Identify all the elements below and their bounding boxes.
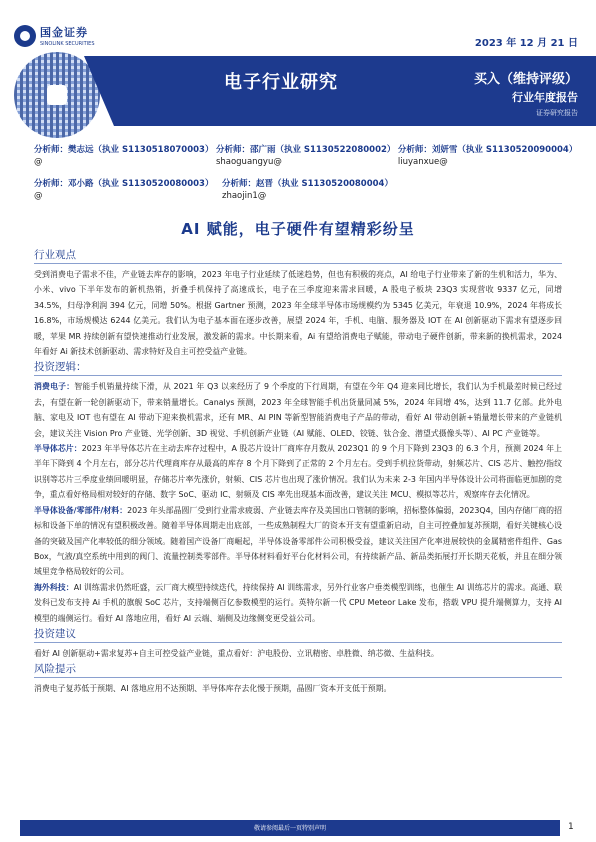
analyst-entry bbox=[222, 178, 410, 202]
logic-equipment-paragraph bbox=[34, 503, 562, 580]
logic-consumer-paragraph bbox=[34, 379, 562, 441]
logic-overseas-paragraph bbox=[34, 580, 562, 626]
brand-name: 国金证券 bbox=[40, 26, 88, 39]
brand-logo bbox=[14, 24, 95, 47]
section-heading-logic: 投资逻辑： bbox=[34, 359, 562, 376]
report-title: 电子行业研究 bbox=[224, 72, 338, 93]
section-heading-risk: 风险提示 bbox=[34, 661, 562, 678]
analyst-list bbox=[34, 144, 578, 212]
logic-chip-paragraph bbox=[34, 441, 562, 503]
analyst-email[interactable]: @ bbox=[34, 157, 43, 167]
analyst-name: 分析师：邵广雨（执业 S1130522080002） bbox=[215, 145, 396, 155]
analyst-name: 分析师：赵晋（执业 S1130520080004） bbox=[222, 179, 393, 189]
report-body bbox=[34, 247, 562, 697]
brand-mark-icon bbox=[14, 25, 36, 47]
equipment-text: 2023 年头部晶圆厂受到行业需求疲弱、产业链去库存及美国出口管制的影响，招标整体偏弱，2023Q4，国内存储厂商的招标和设备下单的情况有望积极改善。随着半导体周期走出底部，一些成熟制程大厂的资本开支有望重新启动，自主可控叠加复苏预期，看好关键核心设备的突破及国产化率较低的细分领域。随着国产设备厂商崛起，半导体设备零部件公司积极受益，建议关注国产化率进展较快的金属精密件组件、Gas Box，气液/真空系统中用到的阀门、流量控制类零部件。半导体材料看好平台化材料公司，有持续新产品、新品类拓展打开长期天花板，并且在细分领域里竞争格局较好的公司。 bbox=[34, 505, 563, 577]
analyst-email[interactable]: @ bbox=[34, 191, 43, 201]
report-header bbox=[0, 0, 596, 140]
analyst-email[interactable]: shaoguangyu@ bbox=[215, 157, 282, 167]
section-heading-viewpoint: 行业观点 bbox=[34, 247, 562, 264]
footer-disclaimer[interactable]: 敬请参阅最后一页特别声明 bbox=[253, 825, 326, 832]
main-title: AI 赋能，电子硬件有望精彩纷呈 bbox=[181, 220, 415, 238]
section-heading-suggestion: 投资建议 bbox=[34, 626, 562, 643]
chip-label: 半导体芯片： bbox=[34, 444, 82, 454]
analyst-entry bbox=[34, 144, 216, 168]
analyst-entry bbox=[397, 144, 578, 168]
title-banner bbox=[114, 56, 596, 126]
brand-name-en: SINOLINK SECURITIES bbox=[40, 41, 95, 47]
page-number: 1 bbox=[568, 822, 574, 832]
viewpoint-text: 受到消费电子需求不佳，产业链去库存的影响，2023 年电子行业延续了低迷趋势，但也有积极的亮点，AI 给电子行业带来了新的生机和活力，华为、小米、vivo 下半年发布的新机热销，折叠手机保持了高速成长，电子在三季度迎来需求回暖，A 股电子板块 23Q3 实现营收 9337 亿元，同增 34.5%，归母净利润 394 亿元，同增 50%。根据 Gartner 预测，2023 年全球半导体市场规模约为 5345 亿美元，年衰退 10.9%，2024 年将成长 16.8%，市场规模达 6244 亿美元。我们认为电子基本面在逐步改善，展望 2024 年，手机、电脑、服务器及 IOT 在 AI 创新驱动下需求有望逐步回暖，苹果 MR 持续创新有望快速推动行业发展，激发新的需求。中长期来看，Ai 有望给消费电子赋能，带动电子硬件创新，带来新的换机需求，2024 年看好 Ai 新技术创新驱动、需求特好及自主可控受益产业链。 bbox=[34, 270, 562, 357]
report-subtype: 证券研究报告 bbox=[536, 109, 578, 117]
analyst-name: 分析师：刘妍雪（执业 S1130520090004） bbox=[397, 145, 578, 155]
analyst-email[interactable]: liuyanxue@ bbox=[397, 157, 448, 167]
analyst-entry bbox=[216, 144, 398, 168]
consumer-label: 消费电子： bbox=[34, 382, 75, 392]
overseas-label: 海外科技： bbox=[34, 582, 74, 592]
rating: 买入（维持评级） bbox=[473, 72, 578, 87]
equipment-label: 半导体设备/零部件/材料： bbox=[34, 505, 128, 515]
risk-text: 消费电子复苏低于预期、AI 落地应用不达预期、半导体库存去化慢于预期，晶圆厂资本开支低于预期。 bbox=[34, 684, 392, 694]
suggestion-text: 看好 AI 创新驱动+需求复苏+自主可控受益产业链，重点看好：沪电股份、立讯精密、卓胜微、纳芯微、生益科技。 bbox=[34, 648, 439, 658]
report-date: 2023 年 12 月 21 日 bbox=[474, 38, 578, 49]
report-type: 行业年度报告 bbox=[512, 91, 578, 104]
chip-text: 2023 年半导体芯片在主动去库存过程中，A 股芯片设计厂商库存月数从 2023Q1 的 9 个月下降到 23Q3 的 6.3 个月，预测 2024 年上半年下降到 4 个月左右，部分芯片代理商库存从最高的库存 8 个月下降到了正常的 2 个月左右。受到手机拉货带动，射频芯片、CIS 芯片、触控/指纹识别等芯片三季度业绩回暖明显，存储芯片率先涨价，射频、CIS 芯片也出现了涨价情况。我们认为未来 2-3 年国内半导体设计公司将面临更加剧的竞争，重点看好格局相对较好的存储、数字 SoC、驱动 IC、射频及 CIS 率先出现基本面改善，建议关注 MCU、模拟等芯片，观察库存去化情况。 bbox=[34, 444, 562, 500]
analyst-entry bbox=[34, 178, 222, 202]
footer-bar bbox=[20, 820, 560, 836]
analyst-name: 分析师：邓小路（执业 S1130520080003） bbox=[34, 179, 214, 189]
analyst-name: 分析师：樊志远（执业 S1130518070003） bbox=[34, 145, 214, 155]
overseas-text: AI 训练需求仍然旺盛，云厂商大模型持续迭代，持续保持 AI 训练需求，另外行业客户垂类模型训练，也催生 AI 训练芯片的需求。高通、联发科已发布支持 Ai 手机的旗舰 SoC 芯片，支持端侧百亿参数模型的运行。英特尔新一代 CPU Meteor Lake 发布，搭载 VPU 提升端侧算力，支持 AI 模型的端侧运行。看好 AI 落地应用，看好 AI 云端、端侧及边缘侧变更受益公司。 bbox=[34, 582, 562, 623]
analyst-email[interactable]: zhaojin1@ bbox=[222, 191, 267, 201]
consumer-text: 智能手机销量持续下滑，从 2021 年 Q3 以来经历了 9 个季度的下行周期，有望在今年 Q4 迎来同比增长，我们认为手机最差时候已经过去，有望在新一轮创新驱动下，带来销量增长。Canalys 预测，2023 年全球智能手机出货量同减 5%，2024 年同增 4%，达到 11.7 亿部。此外电脑、家电及 IOT 也有望在 AI 带动下迎来换机需求，还有 MR、AI PIN 等新型智能消费电子产品的带动，看好 AI 带动创新+销量增长带来的产业链机会，建议关注 Vision Pro 产业链、光学创新、3D 视觉、手机创新产业链（AI 赋能、OLED、铰链、钛合金、潜望式摄像头等）、AI PC 产业链等。 bbox=[34, 382, 562, 438]
